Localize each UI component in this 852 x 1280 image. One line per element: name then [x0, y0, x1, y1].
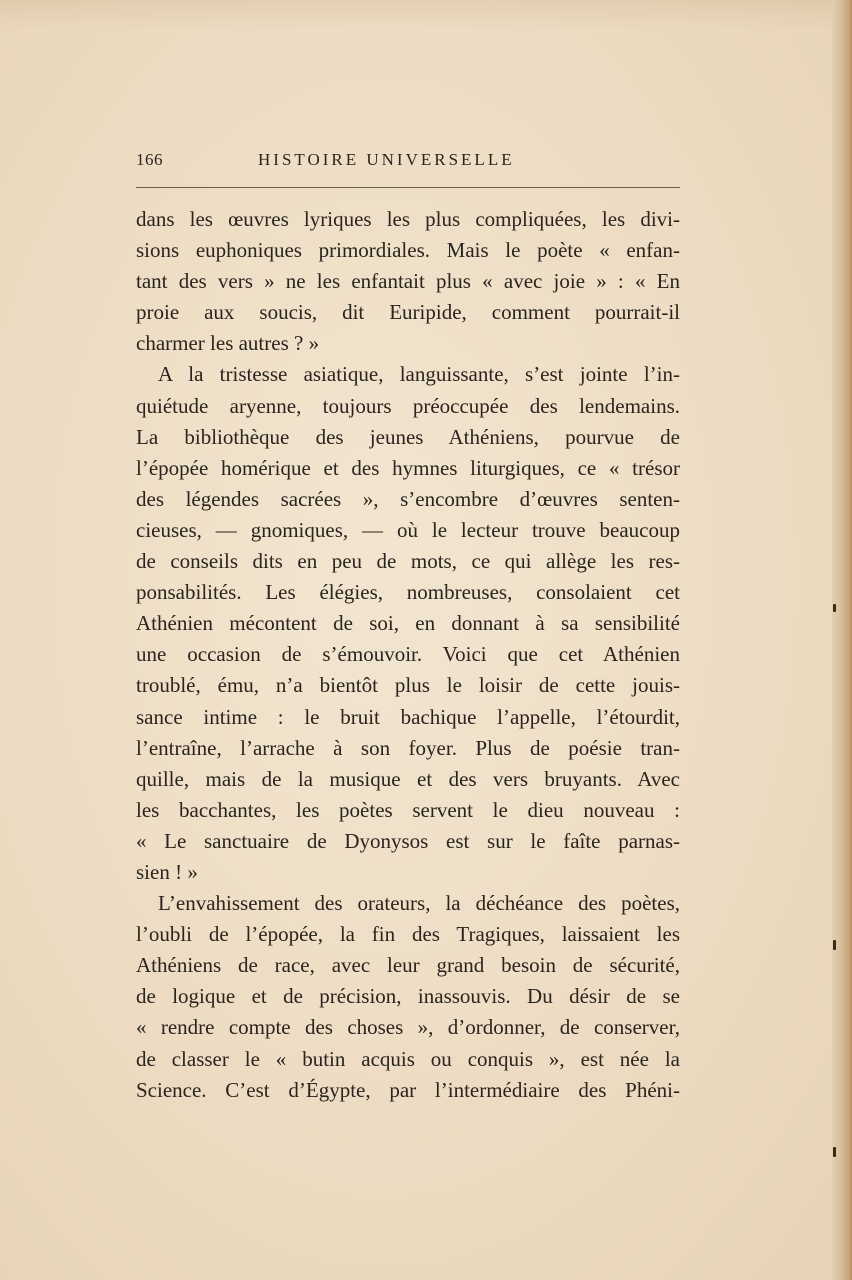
text-line: sions euphoniques primordiales. Mais le poète « enfan-: [136, 238, 680, 263]
text-line: des légendes sacrées », s’encombre d’œuvres senten-: [136, 486, 680, 511]
text-line: A la tristesse asiatique, languissante, s’est jointe l’in-: [158, 362, 680, 387]
text-line: ponsabilités. Les élégies, nombreuses, consolaient cet: [136, 580, 680, 605]
body-text: [136, 204, 680, 1106]
text-line: l’épopée homérique et des hymnes liturgiques, ce « trésor: [136, 455, 680, 480]
text-line: l’oubli de l’épopée, la fin des Tragiques, laissaient les: [136, 922, 680, 947]
text-line: L’envahissement des orateurs, la déchéance des poètes,: [158, 891, 680, 916]
text-line: de logique et de précision, inassouvis. Du désir de se: [136, 984, 680, 1009]
margin-mark: [833, 604, 836, 612]
text-line: quille, mais de la musique et des vers bruyants. Avec: [136, 766, 680, 791]
text-line: charmer les autres ? »: [136, 331, 320, 356]
text-line: proie aux soucis, dit Euripide, comment pourrait-il: [136, 300, 680, 325]
text-line: tant des vers » ne les enfantait plus « avec joie » : « En: [136, 269, 680, 294]
text-line: cieuses, — gnomiques, — où le lecteur trouve beaucoup: [136, 517, 680, 542]
page-edge: [832, 0, 852, 1280]
text-line: Athénien mécontent de soi, en donnant à sa sensibilité: [136, 611, 680, 636]
page-number: 166: [136, 150, 163, 169]
margin-mark: [833, 940, 836, 950]
text-line: de classer le « butin acquis ou conquis », est née la: [136, 1046, 680, 1071]
text-line: troublé, ému, n’a bientôt plus le loisir de cette jouis-: [136, 673, 680, 698]
text-line: une occasion de s’émouvoir. Voici que cet Athénien: [136, 642, 680, 667]
header-rule: [136, 187, 680, 188]
text-line: les bacchantes, les poètes servent le dieu nouveau :: [136, 797, 680, 822]
text-line: Science. C’est d’Égypte, par l’intermédiaire des Phéni-: [136, 1077, 680, 1102]
text-line: dans les œuvres lyriques les plus compliquées, les divi-: [136, 207, 680, 231]
text-line: l’entraîne, l’arrache à son foyer. Plus de poésie tran-: [136, 735, 680, 760]
text-line: Athéniens de race, avec leur grand besoin de sécurité,: [136, 953, 680, 978]
margin-mark: [833, 1147, 836, 1157]
text-line: « rendre compte des choses », d’ordonner, de conserver,: [136, 1015, 680, 1040]
text-line: La bibliothèque des jeunes Athéniens, pourvue de: [136, 424, 680, 449]
running-header: [136, 150, 680, 176]
running-title: HISTOIRE UNIVERSELLE: [258, 150, 515, 169]
text-line: quiétude aryenne, toujours préoccupée des lendemains.: [136, 393, 680, 418]
text-line: « Le sanctuaire de Dyonysos est sur le faîte parnas-: [136, 828, 680, 853]
page-top-shading: [0, 0, 852, 30]
text-line: de conseils dits en peu de mots, ce qui allège les res-: [136, 549, 680, 574]
text-line: sance intime : le bruit bachique l’appelle, l’étourdit,: [136, 704, 680, 729]
text-line: sien ! »: [136, 859, 198, 884]
